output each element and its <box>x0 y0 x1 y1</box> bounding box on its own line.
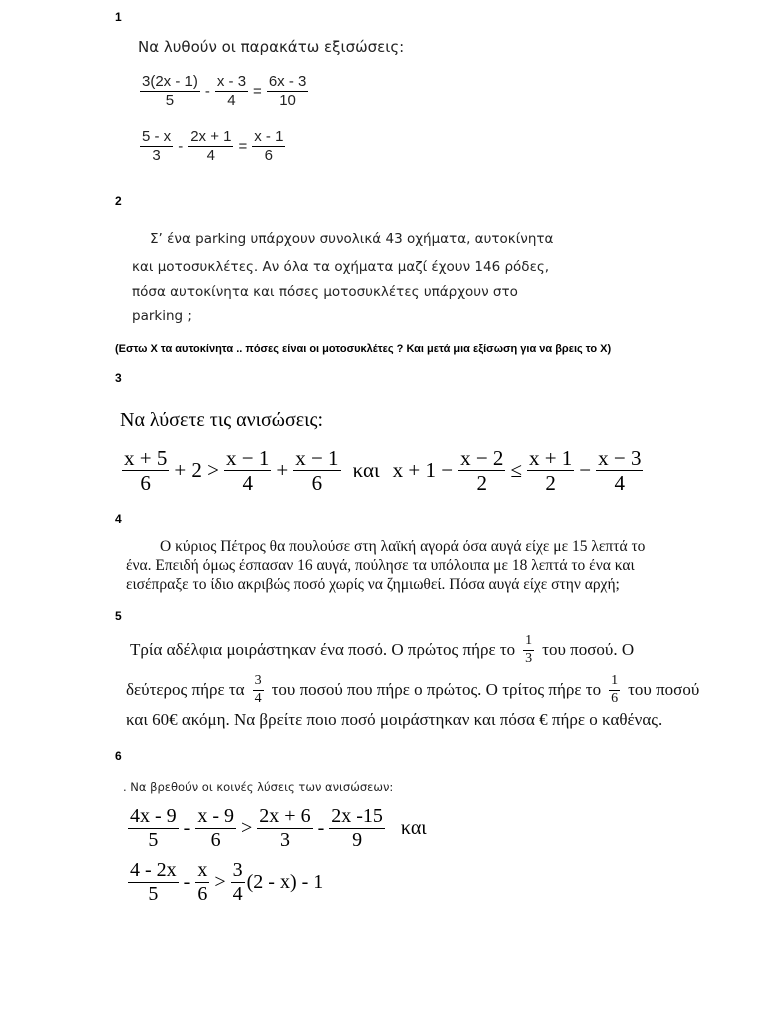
fraction: $\frac{2x -15}{9}$ <box>331 805 383 851</box>
fraction: $\frac{3(2x - 1)}{5}$ <box>142 73 198 109</box>
p5-line-1: Τρία αδέλφια μοιράστηκαν ένα ποσό. Ο πρώτος πήρε το $\frac{1}{3}$ του ποσού. Ο <box>130 633 635 666</box>
problem-number-5: 5 <box>115 609 122 623</box>
problem-number-2: 2 <box>115 194 122 208</box>
fraction: $\frac{2x + 6}{3}$ <box>259 805 311 851</box>
p1-equation-2: $\frac{5 - x}{3}$ - $\frac{2x + 1}{4}$ = $\frac{x - 1}{6}$ <box>142 128 284 164</box>
fraction: $\frac{1}{3}$ <box>525 633 533 666</box>
fraction: $\frac{x - 3}{4}$ <box>216 73 247 109</box>
p5-line-3: και 60€ ακόμη. Να βρείτε ποιο ποσό μοιράστηκαν και πόσα € πήρε ο καθένας. <box>126 710 663 729</box>
fraction: $\frac{5 - x}{3}$ <box>142 128 172 164</box>
p2-line-3: πόσα αυτοκίνητα και πόσες μοτοσυκλέτες υπάρχουν στο <box>132 284 518 300</box>
p1-equation-1: $\frac{3(2x - 1)}{5}$ - $\frac{x - 3}{4}$ = $\frac{6x - 3}{10}$ <box>142 73 307 109</box>
fraction: $\frac{3}{4}$ <box>254 673 262 706</box>
fraction: $\frac{x - 1}{4}$ <box>226 446 270 496</box>
problem-number-3: 3 <box>115 371 122 385</box>
fraction: $\frac{x + 5}{6}$ <box>124 446 168 496</box>
fraction: $\frac{6x - 3}{10}$ <box>268 73 307 109</box>
fraction: $\frac{4x - 9}{5}$ <box>130 805 177 851</box>
fraction: $\frac{x - 1}{6}$ <box>295 446 339 496</box>
p4-line-3: εισέπραξε το ίδιο ακριβώς ποσό χωρίς να ζημιωθεί. Πόσα αυγά είχε στην αρχή; <box>126 576 620 593</box>
p6-inequality-1: $\frac{4x - 9}{5}$ - $\frac{x - 9}{6}$ > $\frac{2x + 6}{3}$ - $\frac{2x -15}{9}$ και <box>130 805 427 851</box>
p2-hint: (Εστω Χ τα αυτοκίνητα .. πόσες είναι οι μοτοσυκλέτες ? Και μετά μια εξίσωση για να βρεις το Χ) <box>115 343 612 355</box>
problem-number-6: 6 <box>115 749 122 763</box>
fraction: $\frac{x - 1}{6}$ <box>254 128 284 164</box>
p2-line-1: Σ’ ένα parking υπάρχουν συνολικά 43 οχήματα, αυτοκίνητα <box>150 231 554 247</box>
p5-line-2: δεύτερος πήρε τα $\frac{3}{4}$ του ποσού που πήρε ο πρώτος. Ο τρίτος πήρε το $\frac{1}{6}$ του ποσού <box>126 673 700 706</box>
fraction: $\frac{x - 3}{4}$ <box>598 446 642 496</box>
p6-inequality-2: $\frac{4 - 2x}{5}$ - $\frac{x}{6}$ > $\frac{3}{4}$ (2 - x) - 1 <box>130 859 324 905</box>
fraction: $\frac{x}{6}$ <box>197 859 208 905</box>
p6-instruction: . Να βρεθούν οι κοινές λύσεις των ανισώσεων: <box>123 780 394 794</box>
fraction: $\frac{x + 1}{2}$ <box>528 446 573 496</box>
problem-number-1: 1 <box>115 10 122 24</box>
p4-line-2: ένα. Επειδή όμως έσπασαν 16 αυγά, πούλησε τα υπόλοιπα με 18 λεπτά το ένα και <box>126 557 635 574</box>
fraction: $\frac{3}{4}$ <box>232 859 243 905</box>
fraction: $\frac{4 - 2x}{5}$ <box>130 859 177 905</box>
fraction: $\frac{2x + 1}{4}$ <box>190 128 232 164</box>
p2-line-4: parking ; <box>132 308 192 324</box>
p2-line-2: και μοτοσυκλέτες. Αν όλα τα οχήματα μαζί έχουν 146 ρόδες, <box>132 259 550 275</box>
problem-number-4: 4 <box>115 512 122 526</box>
p4-line-1: Ο κύριος Πέτρος θα πουλούσε στη λαϊκή αγορά όσα αυγά είχε με 15 λεπτά το <box>160 538 646 555</box>
fraction: $\frac{x - 2}{2}$ <box>460 446 504 496</box>
fraction: $\frac{1}{6}$ <box>611 673 619 706</box>
p3-inequalities: $\frac{x + 5}{6}$ + 2 > $\frac{x - 1}{4}$ + $\frac{x - 1}{6}$ και x + 1 − $\frac{x - 2}{2}$ ≤ $\frac{x + 1}{2}$ − $\frac{x - 3}{4}$ <box>124 446 642 496</box>
p1-instruction: Να λυθούν οι παρακάτω εξισώσεις: <box>138 38 405 56</box>
p3-instruction: Να λύσετε τις ανισώσεις: <box>120 409 323 431</box>
fraction: $\frac{x - 9}{6}$ <box>197 805 235 851</box>
